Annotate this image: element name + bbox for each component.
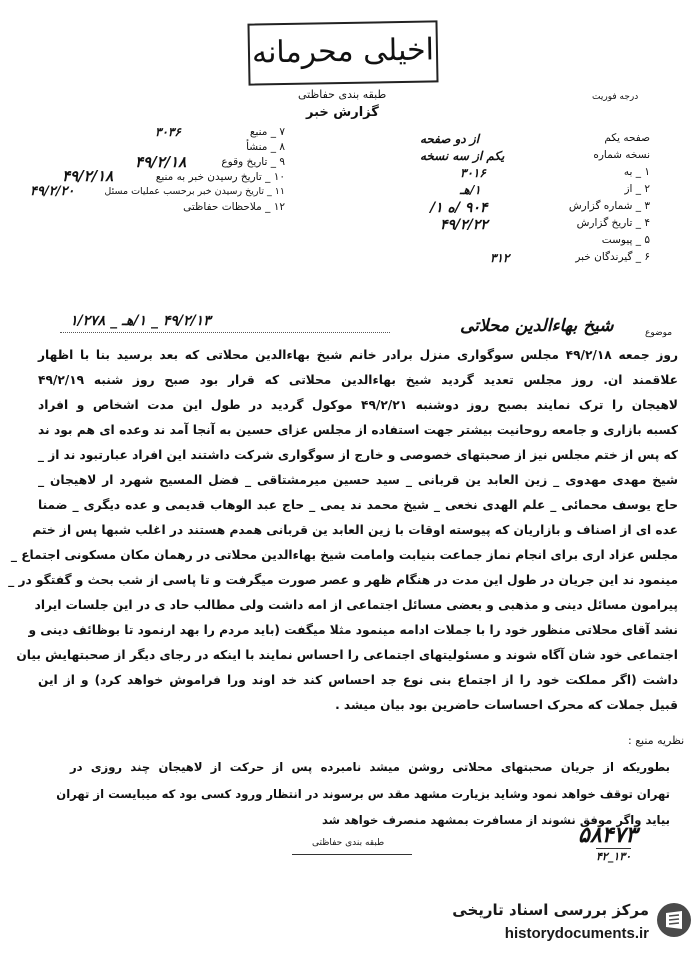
field-row: ۳ _ شماره گزارش ۹۰۴ /ه ۱/ (430, 200, 650, 216)
report-title: گزارش خبر (306, 105, 379, 120)
field-row: ۲ _ از ۱/هـ (460, 183, 650, 197)
top-secret-stamp: اخیلی محرمانه (247, 20, 438, 85)
body-line: مینمود ند این جریان در طول این مدت در هنگام ظهر و عصر صورت میگرفت و تا پاسی از شب بحث و گفتگو در _ (8, 573, 678, 587)
subject-value: شیخ بهاءالدین محلاتی (460, 316, 614, 336)
body-line: شیخ مهدی مهدوی _ زین العابد ین قربانی _ سید حسین میرمشتاقی _ فضل المسیح شهرد ار لاهیجان _ (38, 473, 678, 487)
field-row: ۱ _ به ۳۰۱۶ (460, 166, 650, 180)
divider (60, 332, 390, 333)
field-row: ۸ _ منشأ (246, 141, 285, 153)
body-line: حاج یوسف محمائی _ علم الهدی نخعی _ شیخ محمد ند یمی _ حاج عبد الوهاب قدیمی و عده دیگری _ ضمنا (38, 498, 678, 512)
field-row: ۶ _ گیرندگان خبر ۳۱۲ (490, 251, 650, 265)
body-line: مجلس عزاد اری برای انجام نماز جماعت بنیابت وامامت شیخ بهاءالدین محلاتی در رهمان مکان مسکونی اجتماع _ (10, 548, 678, 562)
footer-classification-box (292, 832, 412, 855)
note-line: بطوریکه از جریان صحبتهای محلاتی روشن میشد نامبرده پس از حرکت از لاهیجان چند روزی در (70, 760, 670, 774)
watermark-org-name: مرکز بررسی اسناد تاریخی (452, 901, 649, 919)
watermark (410, 895, 695, 955)
field-row: صفحه یکم از دو صفحه (420, 132, 650, 146)
body-line: که پس از ختم مجلس نیز از صحبتهای خصوصی و خارج از سوگواری شرکت داشتند این افراد عبارتبود ند از _ (37, 448, 678, 462)
footer-classification: طبقه بندی حفاظتی (312, 838, 385, 848)
body-line: اجتماعی خود شان آگاه شوند و مسئولیتهای اجتماعی را احساس نمایند با اینکه در رجای دیگر از صحبتهایش بیان (16, 648, 678, 662)
subject-label: موضوع (645, 328, 673, 338)
body-line: نشد آقای محلاتی منظور خود را با جملات ادامه مینمود مثلا میگفت (باید مردم را بهد ارنمود تا بوظائف دینی و (28, 623, 678, 637)
field-row: ۵ _ پیوست (601, 234, 650, 246)
body-line: پیرامون مسائل دینی و مذهبی و بعضی مسائل اجتماعی از امه داشت ولی مطالب حاد ی در این جلسات ایراد (34, 598, 678, 612)
right-fields (420, 132, 650, 268)
priority-label: درجه فوریت (592, 92, 639, 102)
document-number: ۵۸۴۷۳ (578, 822, 638, 848)
field-row: نسخه شماره یکم از سه نسخه (420, 149, 650, 163)
classification-label: طبقه بندی حفاظتی (298, 88, 387, 101)
body-line: داشت (اگر مملکت خود را از اجتماع بنی نوع جد احساس کند خد اوند ورا فراموش خواهد کرد) و از این (38, 673, 678, 687)
document-subnumber: ۴۲_۱۳۰ (596, 850, 632, 863)
field-row: ۴ _ تاریخ گزارش ۴۹/۲/۲۲ (440, 217, 650, 233)
note-line: بیاید واگر موفق نشوند از مسافرت بمشهد منصرف خواهد شد (321, 813, 670, 827)
source-note-label: نظریه منبع : (628, 734, 685, 747)
field-row: ۹ _ تاریخ وقوع ۴۹/۲/۱۸ (135, 153, 285, 171)
reference-number: ۴۹/۲/۱۳ _ ۱/هـ _ ۱/۲۷۸ (70, 313, 211, 329)
field-row: ۱۰ _ تاریخ رسیدن خبر به منبع ۴۹/۲/۱۸ (62, 167, 285, 185)
body-line: عده ای از اصناف و بازاریان که پیوسته اوقات با زین العابد ین قربانی همدم هستند در اغلب شبها پس از ختم (32, 523, 678, 537)
body-line: لاهیجان را ترک نمایند بصبح روز دوشنبه ۴۹/۲/۲۱ موکول گردید در طول این مدت اشخاص و افراد (38, 398, 678, 412)
body-line: علاقمند ان. روز مجلس تعدید گردید شیخ بهاءالدین محلاتی که قرار بود صبح روز شنبه ۴۹/۲/۱۹ (38, 373, 678, 387)
field-row: ۷ _ منبع ۳۰۳۶ (155, 125, 285, 139)
note-line: تهران توقف خواهد نمود وشاید بزیارت مشهد مقد س برسوند در انتظار ورود کسی بود که میبایست از تهران (56, 787, 670, 801)
archive-logo-icon (657, 903, 691, 937)
left-fields (30, 125, 285, 216)
field-row: ۱۲ _ ملاحظات حفاظتی (183, 201, 285, 213)
watermark-url: historydocuments.ir (504, 925, 649, 942)
body-line: قبیل جملات که محرک احساسات حاضرین بود بیان میشد . (335, 698, 678, 712)
body-line: کسبه بازاری و جامعه روحانیت بیشتر جهت استفاده از مجلس عزای حسین به آنجا آمد ند وعده ای هم بود ند (38, 423, 678, 437)
field-row: ۱۱ _ تاریخ رسیدن خبر برحسب عملیات مسئل ۴۹/۲/۲۰ (30, 184, 285, 199)
body-line: روز جمعه ۴۹/۲/۱۸ مجلس سوگواری منزل برادر خانم شیخ بهاءالدین محلاتی که بعد برسید بنا با اظهار (38, 348, 678, 362)
